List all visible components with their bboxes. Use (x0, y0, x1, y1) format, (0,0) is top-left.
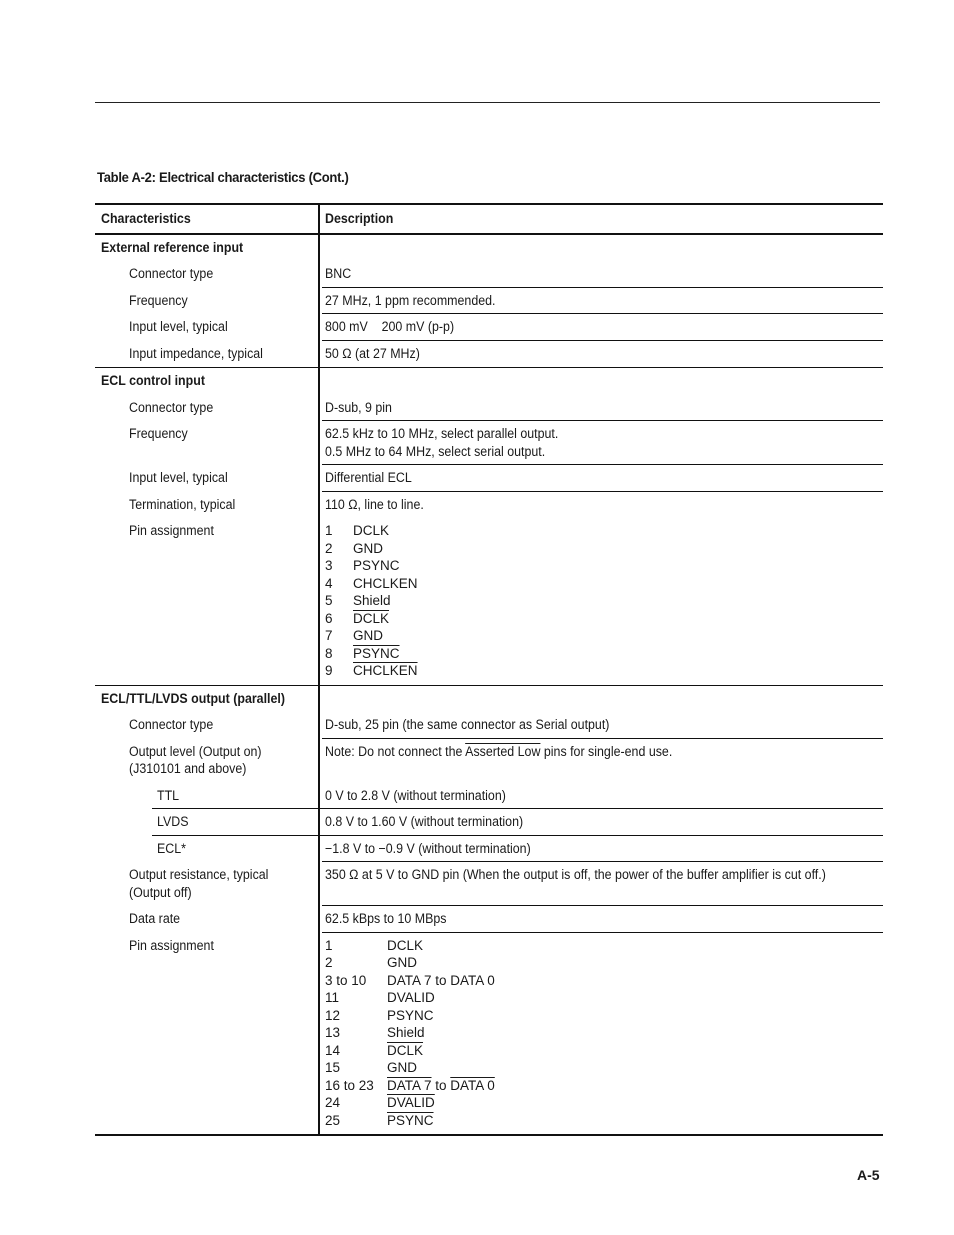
pin-signal: DCLK (387, 937, 424, 953)
page-number: A-5 (857, 1167, 880, 1183)
row-label-line: (J310101 and above) (129, 761, 247, 776)
row-label-line: Output level (Output on) (129, 743, 262, 759)
pin-number: 4 (325, 575, 333, 591)
pin-signal: PSYNC (353, 645, 400, 661)
pin-signal: GND (353, 540, 383, 556)
pin-signal: DCLK (353, 610, 390, 626)
table-header-row (95, 205, 883, 235)
pin-signal: DVALID (387, 990, 435, 1005)
electrical-characteristics-table (95, 203, 883, 1136)
table-row (95, 712, 883, 739)
pin-number: 11 (325, 990, 340, 1005)
section-title: External reference input (101, 239, 244, 255)
row-value: D-sub, 25 pin (the same connector as Serial output) (325, 717, 610, 732)
pin-signal (387, 1077, 879, 1095)
table-row (95, 261, 883, 288)
pin-signal: Shield (387, 1025, 425, 1040)
pin-signal-part: DATA 0 (450, 1077, 495, 1093)
table-row (95, 809, 883, 836)
header-description: Description (325, 211, 394, 226)
pin-signal: DVALID (387, 1095, 435, 1110)
row-label: Termination, typical (129, 496, 236, 512)
table-row (95, 492, 883, 519)
pin-number: 15 (325, 1060, 341, 1075)
row-value: 110 Ω, line to line. (325, 496, 424, 512)
table-caption: Table A-2: Electrical characteristics (Cont.) (97, 169, 349, 185)
pin-number: 16 to 23 (325, 1077, 374, 1093)
row-value: 62.5 kBps to 10 MBps (325, 911, 447, 926)
table-row (95, 288, 883, 315)
row-label-line: Output resistance, typical (129, 867, 269, 882)
row-label: ECL* (157, 840, 186, 856)
note-text: pins for single-end use. (540, 743, 673, 759)
pin-signal: DATA 7 to DATA 0 (387, 972, 495, 988)
section-title: ECL control input (101, 373, 205, 388)
ecl-pin-list (325, 522, 879, 680)
pin-number: 6 (325, 610, 333, 626)
pin-number: 24 (325, 1095, 341, 1110)
row-label: Data rate (129, 911, 181, 926)
top-rule (95, 102, 880, 103)
pin-number: 8 (325, 645, 333, 661)
table-row (95, 341, 883, 369)
section-title: ECL/TTL/LVDS output (parallel) (101, 690, 285, 706)
parallel-pin-list (325, 937, 879, 1130)
pin-signal: GND (387, 1060, 417, 1075)
section-external-reference-input (95, 235, 883, 262)
row-value-line: 0.5 MHz to 64 MHz, select serial output. (325, 443, 546, 459)
row-label: Connector type (129, 717, 214, 732)
row-label: Input impedance, typical (129, 345, 263, 361)
note-text: Note: Do not connect the (325, 743, 466, 759)
pin-number: 9 (325, 663, 333, 678)
table-row (95, 395, 883, 422)
table-row (95, 836, 883, 863)
header-characteristics: Characteristics (101, 211, 191, 226)
section-ecl-control-input (95, 368, 883, 395)
row-label: Input level, typical (129, 470, 228, 485)
pin-signal: GND (353, 628, 383, 643)
pin-signal: GND (387, 955, 417, 970)
row-label: Frequency (129, 292, 188, 308)
pin-signal: PSYNC (387, 1007, 434, 1023)
pin-number: 7 (325, 628, 333, 643)
pin-number: 1 (325, 937, 333, 953)
row-value: Differential ECL (325, 470, 412, 485)
row-label: Pin assignment (129, 523, 214, 538)
row-label: Connector type (129, 266, 214, 281)
row-value: 0.8 V to 1.60 V (without termination) (325, 814, 524, 829)
row-label: Input level, typical (129, 319, 228, 334)
pin-number: 12 (325, 1007, 341, 1023)
row-value: 0 V to 2.8 V (without termination) (325, 787, 506, 803)
row-label: Frequency (129, 426, 188, 441)
row-value: 350 Ω at 5 V to GND pin (When the output is off, the power of the buffer amplifier is cut off.) (325, 867, 826, 882)
table-row (95, 421, 883, 465)
row-label: LVDS (157, 814, 189, 829)
row-label-line: (Output off) (129, 884, 192, 900)
row-value: −1.8 V to −0.9 V (without termination) (325, 840, 531, 856)
pin-number: 3 to 10 (325, 972, 367, 988)
output-level-note (325, 743, 672, 761)
table-row (95, 783, 883, 810)
pin-number: 13 (325, 1025, 341, 1040)
pin-number: 2 (325, 955, 333, 970)
row-value-line: 62.5 kHz to 10 MHz, select parallel output. (325, 426, 559, 441)
pin-number: 2 (325, 540, 333, 556)
pin-number: 14 (325, 1042, 341, 1058)
pin-signal: PSYNC (353, 558, 400, 573)
pin-signal-part: DATA 7 (387, 1077, 432, 1093)
table-row (95, 314, 883, 341)
table-row (95, 465, 883, 492)
note-asserted-low: Asserted Low (465, 743, 541, 759)
row-value: D-sub, 9 pin (325, 399, 392, 415)
pin-number: 1 (325, 523, 333, 538)
table-row (95, 906, 883, 933)
pin-signal: DCLK (387, 1042, 424, 1058)
pin-signal-part: to (431, 1077, 451, 1093)
section-parallel-output (95, 686, 883, 713)
pin-signal: PSYNC (387, 1112, 434, 1128)
pin-number: 5 (325, 593, 333, 608)
pin-number: 3 (325, 558, 333, 573)
pin-signal: Shield (353, 593, 391, 608)
pin-signal: CHCLKEN (353, 575, 418, 591)
table-row (95, 739, 883, 783)
table-row (95, 518, 883, 686)
row-value: 27 MHz, 1 ppm recommended. (325, 292, 496, 308)
table-row (95, 933, 883, 1135)
row-value: 50 Ω (at 27 MHz) (325, 345, 420, 361)
pin-signal: CHCLKEN (353, 663, 418, 678)
row-label: TTL (157, 787, 180, 803)
row-label: Pin assignment (129, 937, 214, 953)
pin-number: 25 (325, 1112, 341, 1128)
row-value: 800 mV 200 mV (p-p) (325, 319, 455, 334)
pin-signal: DCLK (353, 523, 390, 538)
table-row (95, 862, 883, 906)
row-value: BNC (325, 266, 352, 281)
row-label: Connector type (129, 399, 214, 415)
